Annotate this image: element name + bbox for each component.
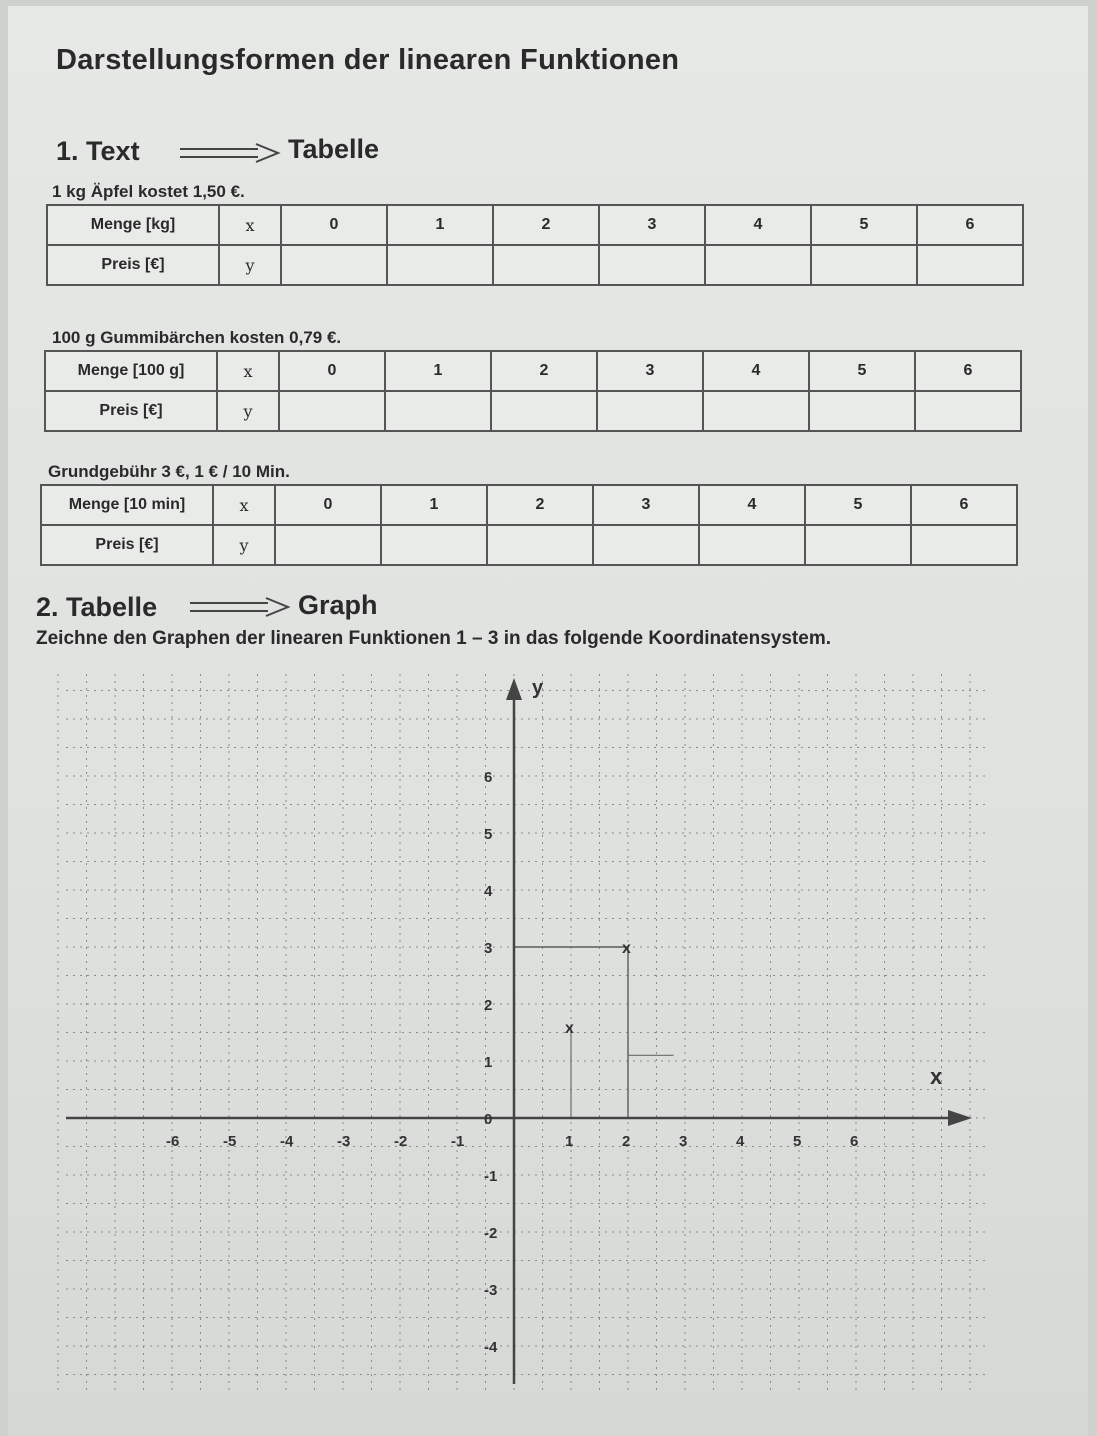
coordinate-system xyxy=(0,660,1097,1436)
x-value: 5 xyxy=(809,351,915,391)
table-row xyxy=(41,485,1017,525)
x-tick-label: -6 xyxy=(166,1133,180,1150)
var-x: x xyxy=(217,351,279,391)
section-2-number: 2. xyxy=(36,592,59,622)
empty-cell[interactable] xyxy=(699,525,805,565)
section-1-number: 1. xyxy=(56,136,79,166)
x-value: 1 xyxy=(381,485,487,525)
y-tick-label: 4 xyxy=(484,883,493,900)
x-tick-label: 3 xyxy=(679,1133,688,1150)
empty-cell[interactable] xyxy=(593,525,699,565)
section-2-heading xyxy=(36,592,157,623)
y-axis-label: y xyxy=(532,677,544,699)
section-1-from: Text xyxy=(86,136,140,166)
x-tick-label: 5 xyxy=(793,1133,802,1150)
y-tick-label: 1 xyxy=(484,1054,493,1071)
y-axis-arrow-icon xyxy=(506,678,522,700)
value-table-apples xyxy=(46,204,1024,286)
x-tick-label: -5 xyxy=(223,1133,237,1150)
x-value: 2 xyxy=(493,205,599,245)
y-tick-label: 3 xyxy=(484,940,493,957)
table-2-caption: 100 g Gummibärchen kosten 0,79 €. xyxy=(52,328,342,347)
empty-cell[interactable] xyxy=(811,245,917,285)
x-tick-label: 1 xyxy=(565,1133,574,1150)
x-value: 1 xyxy=(387,205,493,245)
section-2-from: Tabelle xyxy=(66,592,158,622)
row-label-price: Preis [€] xyxy=(47,245,219,285)
axes xyxy=(66,677,972,1384)
empty-cell[interactable] xyxy=(809,391,915,431)
x-value: 3 xyxy=(597,351,703,391)
row-label-quantity: Menge [kg] xyxy=(47,205,219,245)
section-1-heading xyxy=(56,136,140,167)
x-tick-label: 4 xyxy=(736,1133,745,1150)
instruction-text: Zeichne den Graphen der linearen Funktionen 1 – 3 in das folgende Koordinatensystem. xyxy=(36,628,831,649)
x-value: 6 xyxy=(917,205,1023,245)
x-value: 5 xyxy=(811,205,917,245)
empty-cell[interactable] xyxy=(279,391,385,431)
pencil-sketch xyxy=(514,940,674,1118)
table-row xyxy=(41,525,1017,565)
y-tick-label: 2 xyxy=(484,997,493,1014)
row-label-quantity: Menge [100 g] xyxy=(45,351,217,391)
x-value: 4 xyxy=(703,351,809,391)
y-tick-label: -4 xyxy=(484,1339,498,1356)
page-title: Darstellungsformen der linearen Funktionen xyxy=(56,44,680,76)
empty-cell[interactable] xyxy=(381,525,487,565)
empty-cell[interactable] xyxy=(911,525,1017,565)
x-axis-arrow-icon xyxy=(948,1110,972,1126)
var-y: y xyxy=(217,391,279,431)
tick-labels xyxy=(166,769,858,1356)
x-value: 4 xyxy=(699,485,805,525)
section-2-arrow-icon xyxy=(188,596,292,618)
table-row xyxy=(47,245,1023,285)
x-value: 2 xyxy=(491,351,597,391)
section-1-to: Tabelle xyxy=(288,134,380,164)
empty-cell[interactable] xyxy=(705,245,811,285)
row-label-price: Preis [€] xyxy=(45,391,217,431)
var-x: x xyxy=(219,205,281,245)
empty-cell[interactable] xyxy=(387,245,493,285)
x-axis-label: x xyxy=(930,1064,943,1089)
x-value: 0 xyxy=(281,205,387,245)
empty-cell[interactable] xyxy=(917,245,1023,285)
var-x: x xyxy=(213,485,275,525)
y-tick-label: 0 xyxy=(484,1111,493,1128)
empty-cell[interactable] xyxy=(915,391,1021,431)
table-row xyxy=(45,351,1021,391)
empty-cell[interactable] xyxy=(703,391,809,431)
y-tick-label: 5 xyxy=(484,826,493,843)
table-row xyxy=(45,391,1021,431)
x-value: 0 xyxy=(275,485,381,525)
x-tick-label: 2 xyxy=(622,1133,631,1150)
empty-cell[interactable] xyxy=(487,525,593,565)
x-tick-label: -2 xyxy=(394,1133,408,1150)
x-value: 3 xyxy=(593,485,699,525)
empty-cell[interactable] xyxy=(599,245,705,285)
empty-cell[interactable] xyxy=(385,391,491,431)
x-value: 4 xyxy=(705,205,811,245)
table-3-caption: Grundgebühr 3 €, 1 € / 10 Min. xyxy=(48,462,290,481)
empty-cell[interactable] xyxy=(597,391,703,431)
empty-cell[interactable] xyxy=(275,525,381,565)
x-tick-label: -1 xyxy=(451,1133,465,1150)
y-tick-label: -2 xyxy=(484,1225,498,1242)
var-y: y xyxy=(219,245,281,285)
y-tick-label: -1 xyxy=(484,1168,498,1185)
value-table-gummy-bears xyxy=(44,350,1022,432)
table-1-caption: 1 kg Äpfel kostet 1,50 €. xyxy=(52,182,245,201)
var-y: y xyxy=(213,525,275,565)
row-label-price: Preis [€] xyxy=(41,525,213,565)
x-value: 3 xyxy=(599,205,705,245)
table-row xyxy=(47,205,1023,245)
section-1-arrow-icon xyxy=(178,142,282,164)
grid-lines xyxy=(58,674,990,1390)
empty-cell[interactable] xyxy=(493,245,599,285)
value-table-phone-fee xyxy=(40,484,1018,566)
y-tick-label: 6 xyxy=(484,769,493,786)
empty-cell[interactable] xyxy=(491,391,597,431)
row-label-quantity: Menge [10 min] xyxy=(41,485,213,525)
x-value: 5 xyxy=(805,485,911,525)
pencil-mark: x xyxy=(622,940,631,957)
x-tick-label: -3 xyxy=(337,1133,351,1150)
x-value: 0 xyxy=(279,351,385,391)
section-2-to: Graph xyxy=(298,590,378,620)
empty-cell[interactable] xyxy=(281,245,387,285)
x-value: 6 xyxy=(915,351,1021,391)
y-tick-label: -3 xyxy=(484,1282,498,1299)
x-value: 6 xyxy=(911,485,1017,525)
pencil-mark: x xyxy=(565,1019,574,1037)
x-value: 1 xyxy=(385,351,491,391)
empty-cell[interactable] xyxy=(805,525,911,565)
x-tick-label: -4 xyxy=(280,1133,294,1150)
x-value: 2 xyxy=(487,485,593,525)
x-tick-label: 6 xyxy=(850,1133,859,1150)
